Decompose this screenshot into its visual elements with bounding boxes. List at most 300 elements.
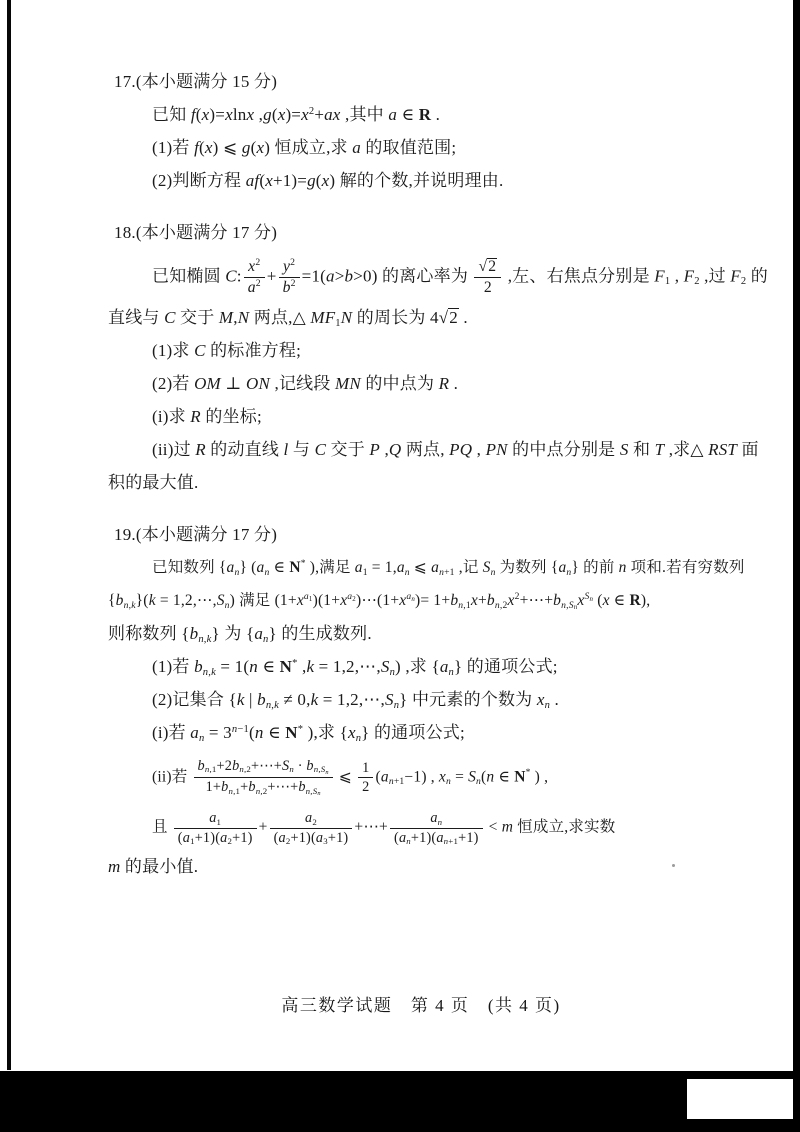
text-run: x [602, 591, 610, 609]
fraction [194, 758, 333, 797]
text-run: x [340, 591, 348, 609]
text-run: +1 [393, 775, 405, 787]
text-run: S [380, 656, 390, 676]
text-line [106, 339, 746, 363]
text-run: . [449, 373, 459, 393]
text-run: n [573, 604, 578, 612]
text-run: n [393, 699, 400, 711]
text-run: ,过 [699, 266, 731, 286]
text-run: m [108, 857, 121, 877]
text-run: )(1+ [312, 591, 341, 609]
text-run: 2 [694, 276, 700, 288]
fraction [358, 760, 373, 796]
text-run: x [277, 105, 286, 124]
exam-content [106, 70, 768, 879]
text-run: OM [194, 373, 221, 393]
text-run: x [265, 171, 273, 190]
text-run: ( [315, 171, 322, 190]
text-run: 的标准方程; [205, 340, 301, 360]
text-run: x [301, 105, 309, 124]
text-run: 19.(本小题满分 17 分) [114, 524, 278, 544]
page-footer [0, 991, 800, 1016]
problem-19 [106, 523, 746, 879]
text-run: MN [335, 373, 361, 393]
superscript [255, 258, 260, 268]
text-run: S [312, 785, 318, 796]
text-run: n [325, 768, 329, 776]
text-run: + [266, 266, 277, 286]
text-run: 的 [746, 266, 768, 286]
footer-text: 高三数学试题 第 4 页 (共 4 页) [281, 996, 561, 1015]
left-border-line [7, 0, 11, 1070]
subscript [229, 787, 241, 796]
fraction-denominator [270, 828, 353, 846]
text-run: −1) , [404, 768, 439, 786]
text-run: 2 [514, 591, 520, 603]
text-line [106, 103, 746, 127]
text-run: 已知 [152, 105, 191, 124]
text-run: ,2 [244, 764, 252, 775]
text-run: } 的通项公式; [453, 656, 558, 676]
text-run: n [249, 656, 258, 676]
text-line [106, 257, 768, 297]
fraction-denominator [194, 777, 333, 797]
text-run: ,1 [233, 785, 241, 796]
text-run: b [257, 689, 266, 709]
text-run: 则称数列 { [108, 623, 190, 643]
text-run: b [248, 779, 256, 796]
text-run: 2 [227, 836, 233, 847]
text-run: x [256, 138, 265, 157]
text-run: ,2 [260, 785, 268, 796]
text-run: ax [324, 105, 341, 124]
text-run: n [439, 566, 445, 578]
text-run: ∈ [257, 656, 280, 676]
text-run: (2)判断方程 [152, 171, 246, 190]
text-run: 1 [308, 595, 313, 603]
text-run: b [486, 591, 495, 609]
text-run: 1 [190, 836, 195, 847]
text-run: , [203, 633, 207, 645]
text-run: ON [246, 373, 271, 393]
text-run: (i)若 [152, 722, 191, 742]
text-run: . [431, 105, 441, 124]
text-run: n [317, 790, 321, 798]
text-run: n [618, 558, 627, 576]
radicand [487, 258, 497, 275]
text-run: n [437, 816, 443, 827]
bottom-black-band [0, 1071, 800, 1132]
text-run: a [431, 558, 440, 576]
text-run: 的坐标; [200, 406, 262, 426]
text-run: a [558, 558, 567, 576]
text-run: S [320, 764, 326, 775]
text-run: )⋯(1+ [355, 591, 400, 609]
text-run: R [629, 591, 641, 609]
text-run: + [258, 818, 268, 836]
text-run: n [255, 785, 261, 796]
text-line [106, 372, 746, 396]
subscript [266, 701, 279, 712]
text-line [106, 405, 746, 429]
text-run: n [264, 566, 270, 578]
text-run: x [577, 591, 585, 609]
text-run: 2 [352, 595, 356, 603]
text-run: } 为 { [211, 623, 255, 643]
text-line [106, 655, 746, 679]
text-run: x [399, 591, 407, 609]
text-run: +1)= [272, 171, 308, 190]
text-run: 已知数列 { [152, 558, 227, 576]
text-line [106, 721, 746, 745]
fraction [279, 258, 300, 297]
text-run: F [683, 266, 695, 286]
text-run: a [182, 829, 191, 846]
text-run: n [566, 566, 572, 578]
text-run: C [225, 266, 237, 286]
text-run: = 1, [367, 558, 397, 576]
text-run: 1 [216, 816, 222, 827]
text-run: 2 [285, 836, 291, 847]
text-run: (2)记集合 { [152, 689, 237, 709]
problem-17 [106, 70, 746, 193]
text-run: g [241, 138, 251, 157]
text-line [106, 169, 746, 193]
text-run: PQ [449, 439, 473, 459]
text-run: =1( [301, 266, 327, 286]
subscript [198, 635, 211, 646]
text-run: , [472, 439, 486, 459]
text-line [106, 70, 746, 94]
text-run: a [278, 829, 286, 846]
text-run: k [148, 591, 156, 609]
text-run: n [411, 595, 416, 603]
text-run: 1 [362, 566, 368, 578]
text-run: x [225, 105, 233, 124]
text-run: R [195, 439, 206, 459]
text-line [106, 622, 746, 646]
text-run: ∈ [494, 768, 515, 786]
text-run: ,2 [499, 599, 508, 611]
text-run: ( [259, 171, 266, 190]
text-run: n [313, 764, 319, 775]
text-run: 18.(本小题满分 17 分) [114, 223, 278, 242]
text-run: 交于 [175, 307, 219, 327]
text-run: x [296, 591, 304, 609]
text-run: +1) [458, 829, 479, 846]
text-run: n [388, 775, 394, 787]
text-run: n [202, 666, 209, 678]
text-run: +⋯+ [251, 757, 282, 774]
text-run: * [525, 767, 531, 779]
text-run: a [254, 623, 264, 643]
text-line [106, 556, 746, 580]
text-run: ,1 [463, 599, 471, 611]
text-run: , [670, 266, 684, 286]
text-run: PN [485, 439, 508, 459]
text-run: (2)若 [152, 373, 195, 393]
text-run: 和 [628, 439, 655, 459]
text-run: 1 [335, 317, 341, 329]
text-run: : [236, 266, 242, 286]
text-run: a [347, 591, 353, 603]
text-run: n [443, 836, 449, 847]
fraction-numerator [244, 258, 265, 277]
text-run: { [108, 591, 116, 609]
text-run: 交于 [326, 439, 370, 459]
superscript [406, 592, 415, 603]
text-run: ,求△ [664, 439, 709, 459]
text-run: n [476, 775, 482, 787]
text-run: n [239, 764, 245, 775]
text-run: )= 1+ [415, 591, 451, 609]
text-run: ,左、右焦点分别是 [503, 266, 655, 286]
fraction-denominator [358, 777, 373, 795]
text-run: 直线与 [108, 307, 165, 327]
text-run: n [289, 764, 294, 775]
text-run: n [389, 666, 396, 678]
superscript [256, 279, 261, 289]
text-run: (1)若 [152, 656, 195, 676]
text-run: >0) 的离心率为 [353, 266, 473, 286]
text-run: n [446, 775, 451, 787]
text-run: 2 [312, 816, 317, 827]
text-run: k [274, 699, 279, 711]
fraction [474, 258, 501, 297]
text-run: ,记 [454, 558, 483, 576]
subscript [438, 818, 443, 827]
text-run: n [234, 566, 240, 578]
text-run: 的中点为 [360, 373, 439, 393]
text-run: } 的生成数列. [268, 623, 372, 643]
subscript [239, 765, 251, 774]
text-run: n [265, 699, 272, 711]
text-run: ( [481, 768, 487, 786]
text-run: } 的前 [571, 558, 619, 576]
subscript [205, 765, 217, 774]
square-root [478, 258, 497, 276]
text-run: n [406, 836, 411, 847]
text-run: , [318, 764, 321, 775]
text-run: + [314, 105, 325, 124]
subscript [217, 818, 222, 827]
text-run: n [544, 699, 551, 711]
text-run: a [430, 810, 438, 827]
text-run: ( [250, 138, 257, 157]
text-run: ,其中 [340, 105, 389, 124]
text-run: , [310, 785, 313, 796]
text-run: (i)求 [152, 406, 191, 426]
superscript [584, 592, 593, 603]
text-run: = 1,2,⋯, [318, 689, 385, 709]
text-run: x [507, 591, 515, 609]
text-run: ∈ [269, 558, 290, 576]
radical-sign-icon: √ [478, 258, 488, 275]
text-line [106, 688, 746, 712]
text-run: 且 [152, 818, 172, 836]
text-run: ⊥ [220, 373, 247, 393]
text-run: ∈ [397, 105, 419, 124]
text-run: m [501, 818, 514, 836]
text-run: a [380, 768, 389, 786]
text-run: = 3 [204, 722, 232, 742]
text-run: S [216, 591, 225, 609]
text-run: +1)( [410, 829, 437, 846]
text-run: x [438, 768, 446, 786]
text-run: a [315, 829, 324, 846]
text-run: (1)若 [152, 138, 195, 157]
text-run: S [281, 757, 290, 774]
text-run: ⩽ [334, 768, 357, 786]
text-run: C [314, 439, 327, 459]
text-run: a [439, 656, 449, 676]
text-run: n [228, 785, 234, 796]
text-run: > [334, 266, 345, 286]
text-run: 的取值范围; [360, 138, 457, 157]
fraction [390, 810, 483, 846]
text-run: a [256, 558, 265, 576]
text-run: ≠ 0, [279, 689, 311, 709]
subscript [312, 818, 317, 827]
text-run: 的中点分别是 [507, 439, 620, 459]
fraction-numerator [358, 760, 373, 777]
text-run: 面 [737, 439, 759, 459]
text-run: S [468, 768, 477, 786]
text-run: 2 [290, 278, 296, 290]
text-run: b [115, 591, 124, 609]
text-run: . [458, 307, 468, 327]
text-run: +⋯+ [267, 779, 299, 796]
text-run: 2 [290, 257, 296, 269]
fraction [174, 810, 257, 846]
text-run: +⋯+ [354, 818, 388, 836]
text-run: | [244, 689, 258, 709]
text-run: 两点, [401, 439, 450, 459]
text-run: n [486, 768, 495, 786]
text-run: b [232, 757, 240, 774]
text-run: 的最小值. [120, 857, 199, 877]
text-run: ( [271, 105, 278, 124]
text-run: k [310, 689, 319, 709]
subscript [325, 770, 328, 776]
text-run: b [298, 779, 306, 796]
text-run: (ii)过 [152, 439, 196, 459]
text-line [106, 589, 746, 613]
text-run: ), [640, 591, 651, 609]
text-run: x [347, 722, 356, 742]
text-run: b [282, 278, 291, 296]
text-run: 恒成立,求实数 [513, 818, 616, 836]
fraction [244, 258, 265, 297]
text-run: ) 满足 (1+ [229, 591, 297, 609]
text-run: , [254, 105, 264, 124]
text-run: RST [708, 439, 738, 459]
text-run: b [553, 591, 562, 609]
text-run: k [206, 633, 212, 645]
text-run: n [305, 785, 311, 796]
text-run: S [584, 591, 590, 603]
fraction-numerator [279, 258, 300, 277]
text-run: N [285, 722, 298, 742]
text-run: Q [388, 439, 402, 459]
text-run: ,记线段 [270, 373, 335, 393]
text-run: n [224, 599, 230, 611]
text-run: k [306, 656, 315, 676]
text-run: , [271, 699, 275, 711]
text-run: ) 恒成立,求 [264, 138, 353, 157]
text-line [106, 136, 746, 160]
text-run: )= [285, 105, 302, 124]
text-run: k [211, 666, 216, 678]
text-run: 两点,△ [249, 307, 311, 327]
text-run: +1 [448, 836, 459, 847]
text-run: N [289, 558, 301, 576]
text-line [106, 471, 746, 495]
superscript [232, 725, 249, 736]
fraction-denominator [174, 828, 257, 846]
radicand [448, 308, 459, 327]
text-line [106, 523, 746, 547]
text-run: x [246, 105, 255, 124]
superscript [347, 592, 356, 603]
subscript [389, 777, 405, 787]
text-run: 1+ [205, 779, 222, 796]
text-run: +1) [232, 829, 253, 846]
text-run: af [245, 171, 260, 190]
text-run: ( [199, 138, 205, 157]
bottom-white-cutout [687, 1079, 793, 1119]
text-run: l [283, 439, 289, 459]
text-run: n [263, 633, 269, 645]
text-run: 积的最大值. [108, 472, 199, 492]
text-run: * [297, 723, 304, 735]
text-run: x [248, 258, 256, 275]
text-run: n [458, 599, 464, 611]
text-line [106, 758, 746, 797]
text-run: n [404, 566, 410, 578]
text-run: M [218, 307, 234, 327]
text-run: ( [248, 722, 255, 742]
text-run: ) ,求 { [395, 656, 440, 676]
text-run: ) , [530, 768, 549, 786]
text-line [106, 855, 746, 879]
subscript [124, 601, 136, 611]
text-run: ( [593, 591, 603, 609]
text-run: +1 [444, 566, 455, 578]
text-run: 2 [362, 779, 370, 796]
text-run: , [297, 656, 307, 676]
text-run: b [221, 779, 229, 796]
text-run: ),求 { [303, 722, 348, 742]
subscript [444, 837, 458, 846]
text-run: F [730, 266, 741, 286]
fraction-numerator [474, 258, 501, 277]
text-run: +⋯+ [519, 591, 554, 609]
text-line [106, 306, 746, 330]
text-run: n [231, 723, 238, 735]
subscript [314, 765, 329, 776]
text-run: = [451, 768, 469, 786]
text-run: } 的通项公式; [361, 722, 465, 742]
right-border-band [793, 0, 800, 1132]
text-run: −1 [237, 723, 249, 735]
text-run: 2 [255, 257, 261, 269]
subscript [561, 601, 577, 612]
text-run: f [190, 105, 196, 124]
text-run: ∈ [263, 722, 286, 742]
text-run: x [536, 689, 545, 709]
text-run: · [293, 757, 307, 774]
